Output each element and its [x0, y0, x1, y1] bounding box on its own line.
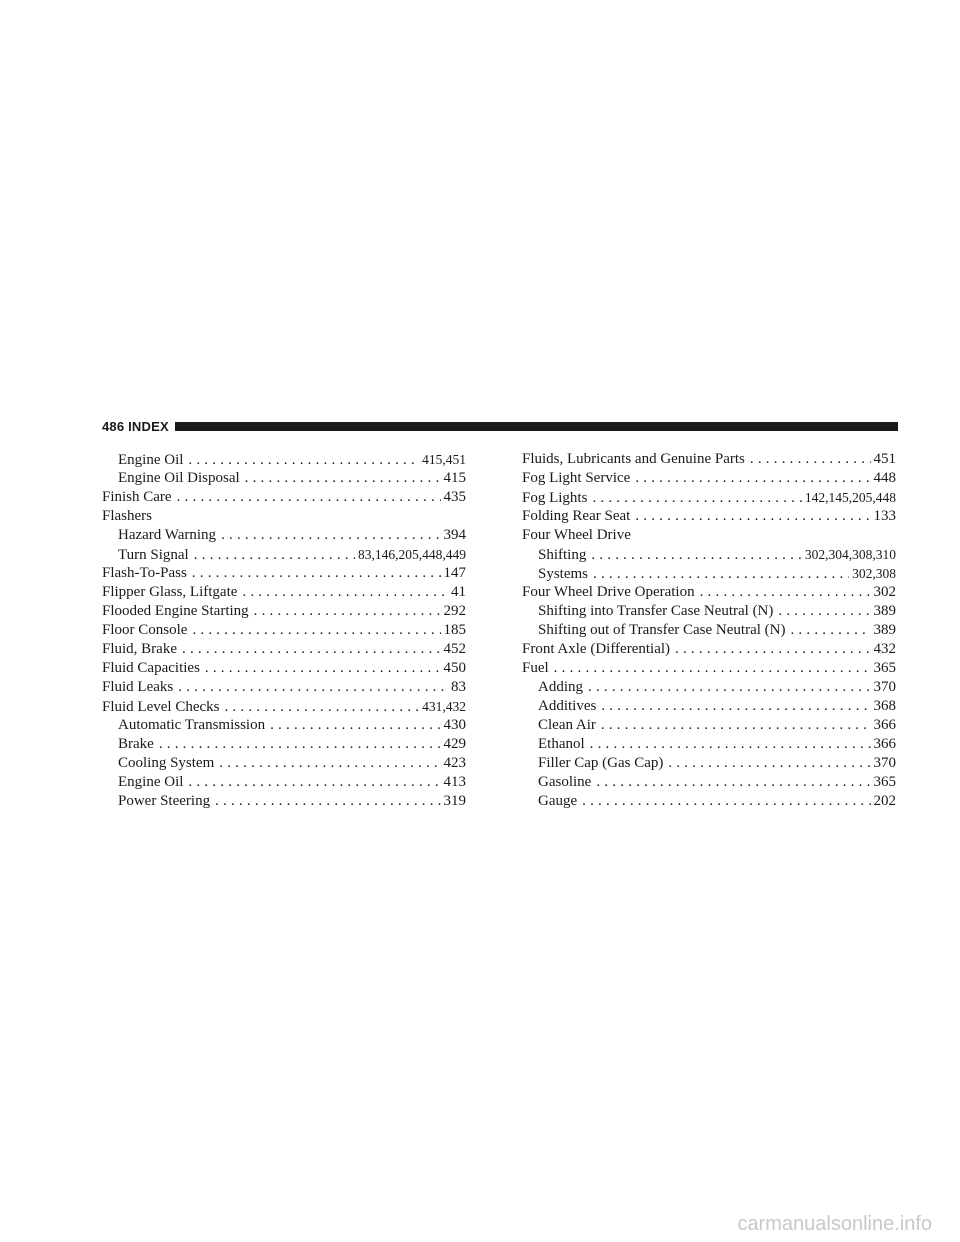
dot-leader [778, 602, 870, 621]
index-term: Fuel [522, 660, 549, 676]
index-entry [102, 773, 466, 792]
dot-leader [219, 754, 440, 773]
index-term: Fluid Capacities [102, 660, 200, 676]
index-entry [102, 716, 466, 735]
index-entry [102, 754, 466, 773]
index-term: Fluid, Brake [102, 641, 177, 657]
index-page-number: 370 [873, 679, 896, 695]
index-entry [522, 621, 896, 640]
index-entry [102, 735, 466, 754]
index-entry [522, 792, 896, 811]
index-page-number: 147 [443, 565, 466, 581]
index-entry [522, 678, 896, 697]
dot-leader [635, 469, 870, 488]
index-term: Engine Oil Disposal [118, 470, 240, 486]
index-page-number: 83,146,205,448,449 [358, 547, 466, 562]
index-term: Gasoline [538, 774, 592, 790]
index-term: Flash-To-Pass [102, 565, 187, 581]
index-page-number: 366 [873, 736, 896, 752]
index-term: Front Axle (Differential) [522, 641, 671, 657]
index-page-number: 302 [873, 584, 896, 600]
dot-leader [668, 754, 870, 773]
index-page-number: 429 [443, 736, 466, 752]
index-entry [522, 583, 896, 602]
index-term: Fluids, Lubricants and Genuine Parts [522, 451, 745, 467]
index-term: Systems [538, 566, 589, 582]
index-page-number: 202 [873, 793, 896, 809]
dot-leader [593, 565, 849, 584]
dot-leader [245, 469, 441, 488]
index-entry [522, 640, 896, 659]
dot-leader [590, 735, 871, 754]
index-term: Filler Cap (Gas Cap) [538, 755, 664, 771]
index-entry [102, 583, 466, 602]
index-term: Folding Rear Seat [522, 508, 631, 524]
index-page-number: 452 [443, 641, 466, 657]
dot-leader [700, 583, 871, 602]
index-term: Four Wheel Drive [522, 527, 631, 543]
index-page-number: 430 [443, 717, 466, 733]
index-term: Gauge [538, 793, 578, 809]
index-entry [102, 564, 466, 583]
dot-leader [592, 489, 801, 508]
dot-leader [635, 507, 870, 526]
index-term: Additives [538, 698, 597, 714]
dot-leader [601, 697, 870, 716]
index-page-number: 413 [443, 774, 466, 790]
header-rule [175, 422, 898, 431]
dot-leader [596, 773, 870, 792]
index-entry [102, 621, 466, 640]
index-page-number: 394 [443, 527, 466, 543]
index-entry [102, 640, 466, 659]
index-page-number: 423 [443, 755, 466, 771]
index-page-number: 83 [451, 679, 466, 695]
page-header [102, 416, 898, 436]
watermark: carmanualsonline.info [737, 1213, 932, 1235]
dot-leader [254, 602, 441, 621]
dot-leader [270, 716, 440, 735]
index-entry [102, 697, 466, 716]
dot-leader [182, 640, 441, 659]
index-term: Turn Signal [118, 547, 189, 563]
index-term: Finish Care [102, 489, 172, 505]
dot-leader [215, 792, 440, 811]
index-column-left [102, 450, 466, 811]
index-entry [102, 545, 466, 564]
index-term: Fog Lights [522, 490, 588, 506]
index-page-number: 415,451 [422, 452, 466, 467]
dot-leader [192, 621, 440, 640]
index-term: Four Wheel Drive Operation [522, 584, 695, 600]
index-page-number: 302,304,308,310 [804, 547, 896, 562]
index-page-number: 302,308 [852, 566, 896, 581]
index-entry [522, 526, 896, 545]
index-entry [102, 507, 466, 526]
dot-leader [188, 451, 419, 470]
index-entry [102, 469, 466, 488]
index-entry [522, 659, 896, 678]
index-entry [522, 735, 896, 754]
index-term: Floor Console [102, 622, 188, 638]
index-page-number: 415 [443, 470, 466, 486]
dot-leader [178, 678, 448, 697]
index-entry [102, 678, 466, 697]
dot-leader [790, 621, 870, 640]
index-term: Hazard Warning [118, 527, 217, 543]
index-term: Fluid Leaks [102, 679, 174, 695]
index-entry [522, 602, 896, 621]
index-page-number: 435 [443, 489, 466, 505]
index-term: Brake [118, 736, 154, 752]
index-page-number: 431,432 [422, 699, 466, 714]
index-entry [102, 488, 466, 507]
index-term: Ethanol [538, 736, 585, 752]
index-entry [522, 545, 896, 564]
index-page-number: 366 [873, 717, 896, 733]
index-page-number: 389 [873, 603, 896, 619]
index-entry [522, 469, 896, 488]
dot-leader [221, 526, 440, 545]
index-entry [522, 564, 896, 583]
dot-leader [177, 488, 441, 507]
dot-leader [188, 773, 440, 792]
index-page-number: 292 [443, 603, 466, 619]
index-page-number: 450 [443, 660, 466, 676]
index-entry [522, 773, 896, 792]
dot-leader [554, 659, 871, 678]
index-page-number: 368 [873, 698, 896, 714]
dot-leader [588, 678, 871, 697]
index-term: Fluid Level Checks [102, 699, 220, 715]
index-term: Power Steering [118, 793, 211, 809]
dot-leader [601, 716, 871, 735]
dot-leader [192, 564, 441, 583]
index-page-number: 41 [451, 584, 466, 600]
index-term: Engine Oil [118, 452, 184, 468]
index-term: Fog Light Service [522, 470, 631, 486]
dot-leader [750, 450, 871, 469]
dot-leader [242, 583, 448, 602]
dot-leader [675, 640, 870, 659]
dot-leader [159, 735, 441, 754]
dot-leader [224, 698, 419, 717]
index-page-number: 142,145,205,448 [804, 490, 896, 505]
index-term: Clean Air [538, 717, 596, 733]
index-entry [522, 754, 896, 773]
dot-leader [205, 659, 441, 678]
index-page-number: 133 [873, 508, 896, 524]
dot-leader [194, 546, 355, 565]
index-entry [522, 507, 896, 526]
index-entry [522, 697, 896, 716]
index-entry [102, 450, 466, 469]
index-term: Engine Oil [118, 774, 184, 790]
index-term: Shifting out of Transfer Case Neutral (N) [538, 622, 786, 638]
index-entry [102, 792, 466, 811]
index-term: Flipper Glass, Liftgate [102, 584, 238, 600]
index-entry [522, 450, 896, 469]
index-page-number: 389 [873, 622, 896, 638]
index-term: Adding [538, 679, 583, 695]
index-entry [102, 659, 466, 678]
index-page-number: 370 [873, 755, 896, 771]
index-term: Shifting [538, 547, 587, 563]
index-column-right [522, 450, 896, 811]
page-number-and-section: 486 INDEX [102, 418, 169, 434]
index-term: Cooling System [118, 755, 215, 771]
index-entry [102, 602, 466, 621]
index-term: Flashers [102, 508, 152, 524]
dot-leader [582, 792, 870, 811]
index-entry [522, 488, 896, 507]
index-page-number: 319 [443, 793, 466, 809]
index-term: Automatic Transmission [118, 717, 266, 733]
index-page-number: 451 [873, 451, 896, 467]
index-entry [522, 716, 896, 735]
index-page-number: 185 [443, 622, 466, 638]
index-page-number: 432 [873, 641, 896, 657]
index-page-number: 365 [873, 660, 896, 676]
index-entry [102, 526, 466, 545]
index-page-number: 365 [873, 774, 896, 790]
index-term: Flooded Engine Starting [102, 603, 249, 619]
dot-leader [591, 546, 802, 565]
index-term: Shifting into Transfer Case Neutral (N) [538, 603, 774, 619]
index-page-number: 448 [873, 470, 896, 486]
